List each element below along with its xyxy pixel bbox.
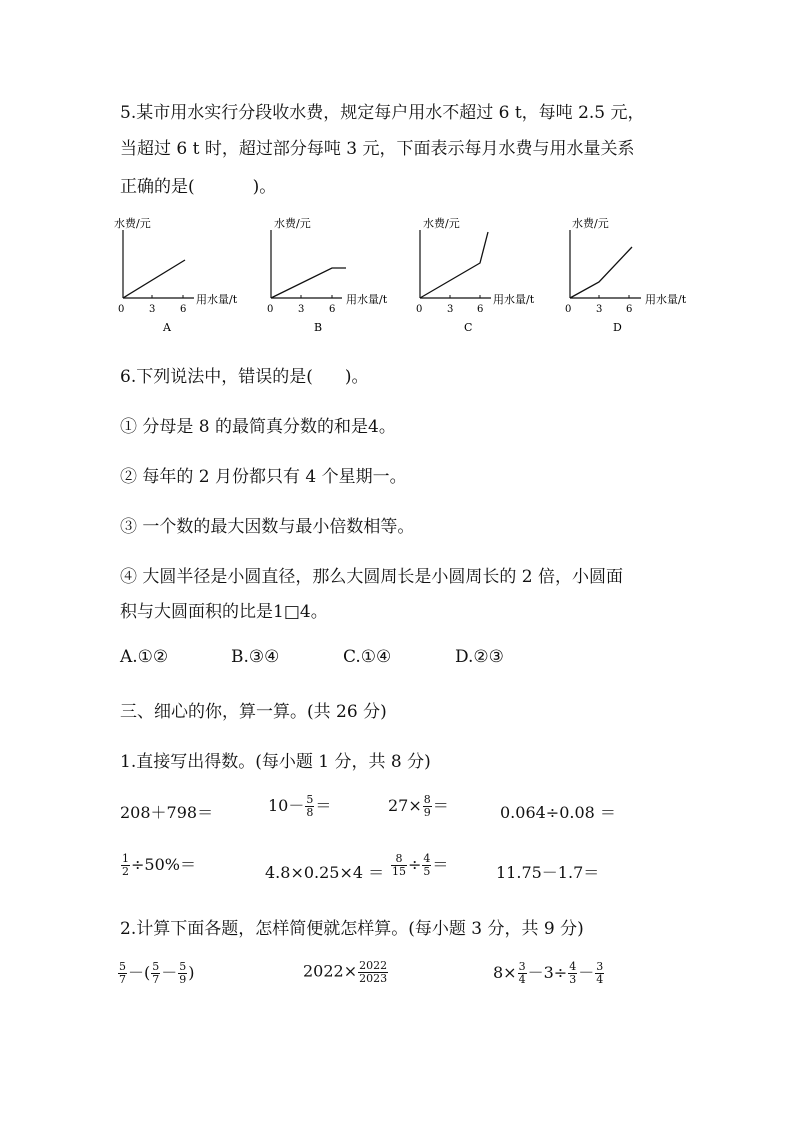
operator: ÷: [408, 855, 422, 874]
q6-statement-2: ② 每年的 2 月份都只有 4 个星期一。: [120, 467, 407, 487]
expr-8: 11.75－1.7＝: [496, 863, 600, 882]
denominator: 4: [518, 973, 526, 986]
calc-3-part: 8×: [493, 963, 517, 982]
operator: －: [578, 963, 595, 982]
x-label: 用水量/t: [493, 293, 535, 306]
expr-3-eq: ＝: [432, 796, 449, 815]
denominator: 5: [423, 865, 431, 878]
tick-label-0: 0: [565, 304, 572, 315]
numerator: 2022: [359, 959, 388, 972]
graph-letter: B: [314, 321, 323, 334]
tick-label-3: 3: [447, 304, 454, 315]
graph-b-svg: [260, 210, 410, 335]
tick-label-3: 3: [149, 304, 156, 315]
expr-1: 208＋798＝: [120, 803, 214, 822]
closing-paren: ): [188, 963, 195, 982]
numerator: 3: [596, 960, 604, 974]
q6-option-b: B.③④: [231, 647, 280, 667]
numerator: 4: [569, 960, 577, 974]
tick-label-6: 6: [180, 304, 187, 315]
graph-line: [420, 232, 488, 298]
tick-label-0: 0: [416, 304, 423, 315]
expr-2: [268, 793, 331, 819]
expr-2-eq: ＝: [315, 796, 332, 815]
fraction: [178, 961, 187, 985]
denominator: 15: [392, 865, 406, 878]
q6-statement-1: ① 分母是 8 的最简真分数的和是4。: [120, 417, 396, 437]
expr-3-part: 27×: [388, 796, 422, 815]
graph-letter: D: [613, 321, 622, 334]
x-label: 用水量/t: [645, 293, 687, 306]
calc-3: [493, 960, 605, 986]
expr-4: 0.064÷0.08 ＝: [500, 803, 616, 822]
x-label: 用水量/t: [196, 293, 238, 306]
numerator: 4: [423, 852, 431, 866]
y-label: 水费/元: [423, 217, 460, 230]
q6-title: [120, 362, 369, 387]
expr-7-eq: ＝: [432, 855, 449, 874]
graph-a: [112, 210, 262, 335]
q6-option-a: A.①②: [120, 647, 169, 667]
operator: －3÷: [527, 963, 568, 982]
tick-label-6: 6: [626, 304, 633, 315]
q5-line3: [120, 172, 276, 197]
graph-d-svg: [559, 210, 709, 335]
q6-option-c: C.①④: [343, 647, 392, 667]
section-3-heading: 三、细心的你，算一算。(共 26 分): [120, 702, 387, 722]
x-label: 用水量/t: [346, 293, 388, 306]
denominator: 4: [596, 973, 604, 986]
q6-statement-3: ③ 一个数的最大因数与最小倍数相等。: [120, 517, 415, 537]
numerator: 5: [306, 793, 314, 807]
expr-7: [390, 852, 448, 878]
q5-line1: 5.某市用水实行分段收水费，规定每户用水不超过 6 t，每吨 2.5 元，: [120, 103, 645, 123]
graph-line: [123, 260, 185, 298]
part2-title: 2.计算下面各题，怎样简便就怎样算。(每小题 3 分，共 9 分): [120, 919, 584, 939]
calc-1: [117, 960, 195, 986]
numerator: 1: [122, 852, 129, 866]
tick-label-3: 3: [596, 304, 603, 315]
q6-statement-4b: 积与大圆面积的比是1□4。: [120, 602, 328, 622]
graph-letter: C: [464, 321, 473, 334]
fraction: [568, 961, 577, 985]
numerator: 3: [518, 960, 526, 974]
q6-stem-end: )。: [344, 367, 369, 387]
tick-label-6: 6: [329, 304, 336, 315]
fraction: [423, 794, 432, 818]
fraction: [118, 961, 127, 985]
q6-statement-4a: ④ 大圆半径是小圆直径，那么大圆周长是小圆周长的 2 倍，小圆面: [120, 567, 624, 587]
operator: －: [161, 963, 178, 982]
fraction: [595, 961, 604, 985]
q5-line2: 当超过 6 t 时，超过部分每吨 3 元，下面表示每月水费与用水量关系: [120, 139, 635, 159]
graph-a-svg: [112, 210, 262, 335]
graph-line: [570, 247, 632, 298]
operator: －(: [128, 963, 151, 982]
tick-label-3: 3: [298, 304, 305, 315]
part1-title: 1.直接写出得数。(每小题 1 分，共 8 分): [120, 752, 431, 772]
graph-line: [271, 268, 346, 298]
expr-3: [388, 793, 449, 819]
denominator: 9: [423, 806, 431, 819]
numerator: 8: [423, 793, 431, 807]
calc-2: [303, 960, 389, 984]
numerator: 5: [152, 960, 160, 974]
graph-d: [559, 210, 709, 335]
q5-stem-end: )。: [252, 177, 277, 197]
fraction: [518, 961, 527, 985]
expr-2-part: 10－: [268, 796, 305, 815]
fraction: [151, 961, 160, 985]
tick-label-0: 0: [118, 304, 125, 315]
q5-stem: 正确的是(: [120, 177, 195, 197]
y-label: 水费/元: [274, 217, 311, 230]
tick-label-0: 0: [267, 304, 274, 315]
numerator: 5: [119, 960, 126, 974]
expr-6: 4.8×0.25×4 ＝: [265, 863, 385, 882]
fraction: [422, 853, 431, 877]
graph-b: [260, 210, 410, 335]
denominator: 9: [179, 973, 187, 986]
q6-stem: 6.下列说法中，错误的是(: [120, 367, 313, 387]
expr-5-part: ÷50%＝: [131, 855, 196, 874]
fraction: [305, 794, 314, 818]
denominator: 3: [569, 973, 577, 986]
denominator: 2023: [359, 971, 388, 985]
y-label: 水费/元: [572, 217, 609, 230]
fraction: [121, 853, 130, 877]
expr-5: [120, 852, 196, 878]
calc-2-part: 2022×: [303, 961, 358, 981]
tick-label-6: 6: [477, 304, 484, 315]
q6-option-d: D.②③: [455, 647, 504, 667]
numerator: 8: [391, 853, 407, 866]
numerator: 5: [179, 960, 187, 974]
denominator: 2: [122, 865, 129, 878]
graph-c: [409, 210, 559, 335]
fraction: [391, 853, 407, 877]
graph-c-svg: [409, 210, 559, 335]
denominator: 7: [152, 973, 160, 986]
y-label: 水费/元: [114, 217, 151, 230]
denominator: 8: [306, 806, 314, 819]
denominator: 7: [119, 973, 126, 986]
graph-letter: A: [163, 321, 171, 334]
fraction: [358, 960, 388, 984]
